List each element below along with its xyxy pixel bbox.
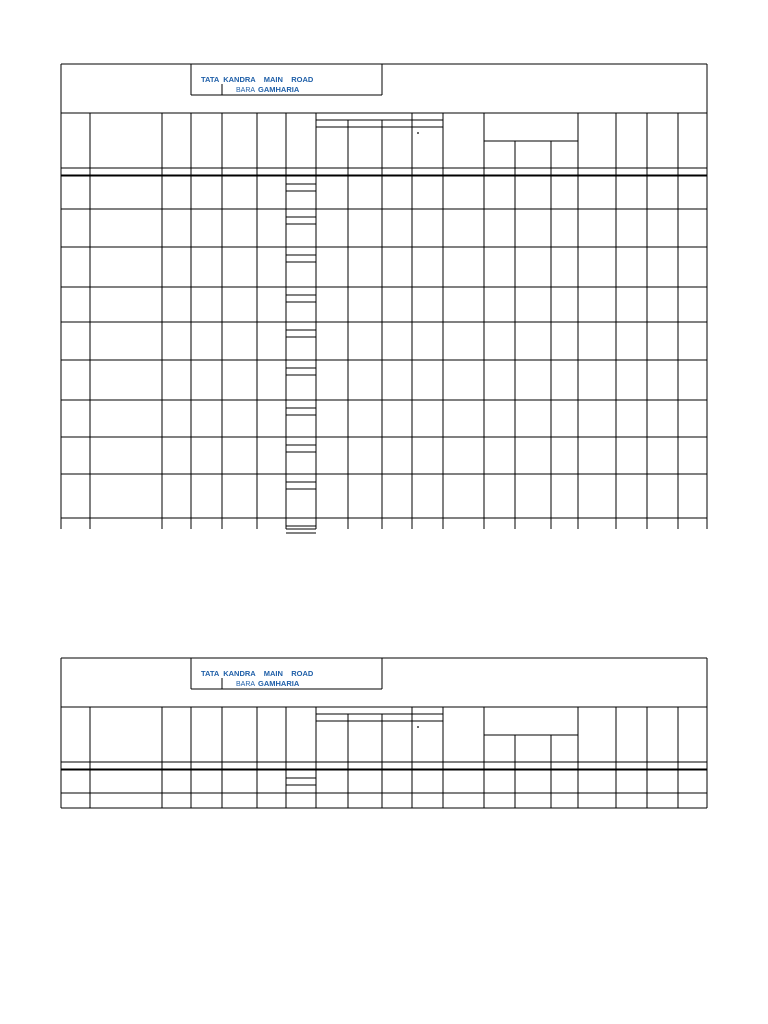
table-top-lines <box>61 64 707 533</box>
address-line-1-second: TATA KANDRA MAIN ROAD <box>201 669 314 678</box>
address-line-2-place-second: GAMHARIA <box>258 679 300 688</box>
address-line-2-prefix: BARA <box>236 87 256 94</box>
header-dot <box>417 132 419 134</box>
header-dot <box>417 726 419 728</box>
address-line-1: TATA KANDRA MAIN ROAD <box>201 75 314 84</box>
table-bottom-lines <box>61 658 707 808</box>
address-line-2-prefix-second: BARA <box>236 681 256 688</box>
address-line-2-place: GAMHARIA <box>258 85 300 94</box>
